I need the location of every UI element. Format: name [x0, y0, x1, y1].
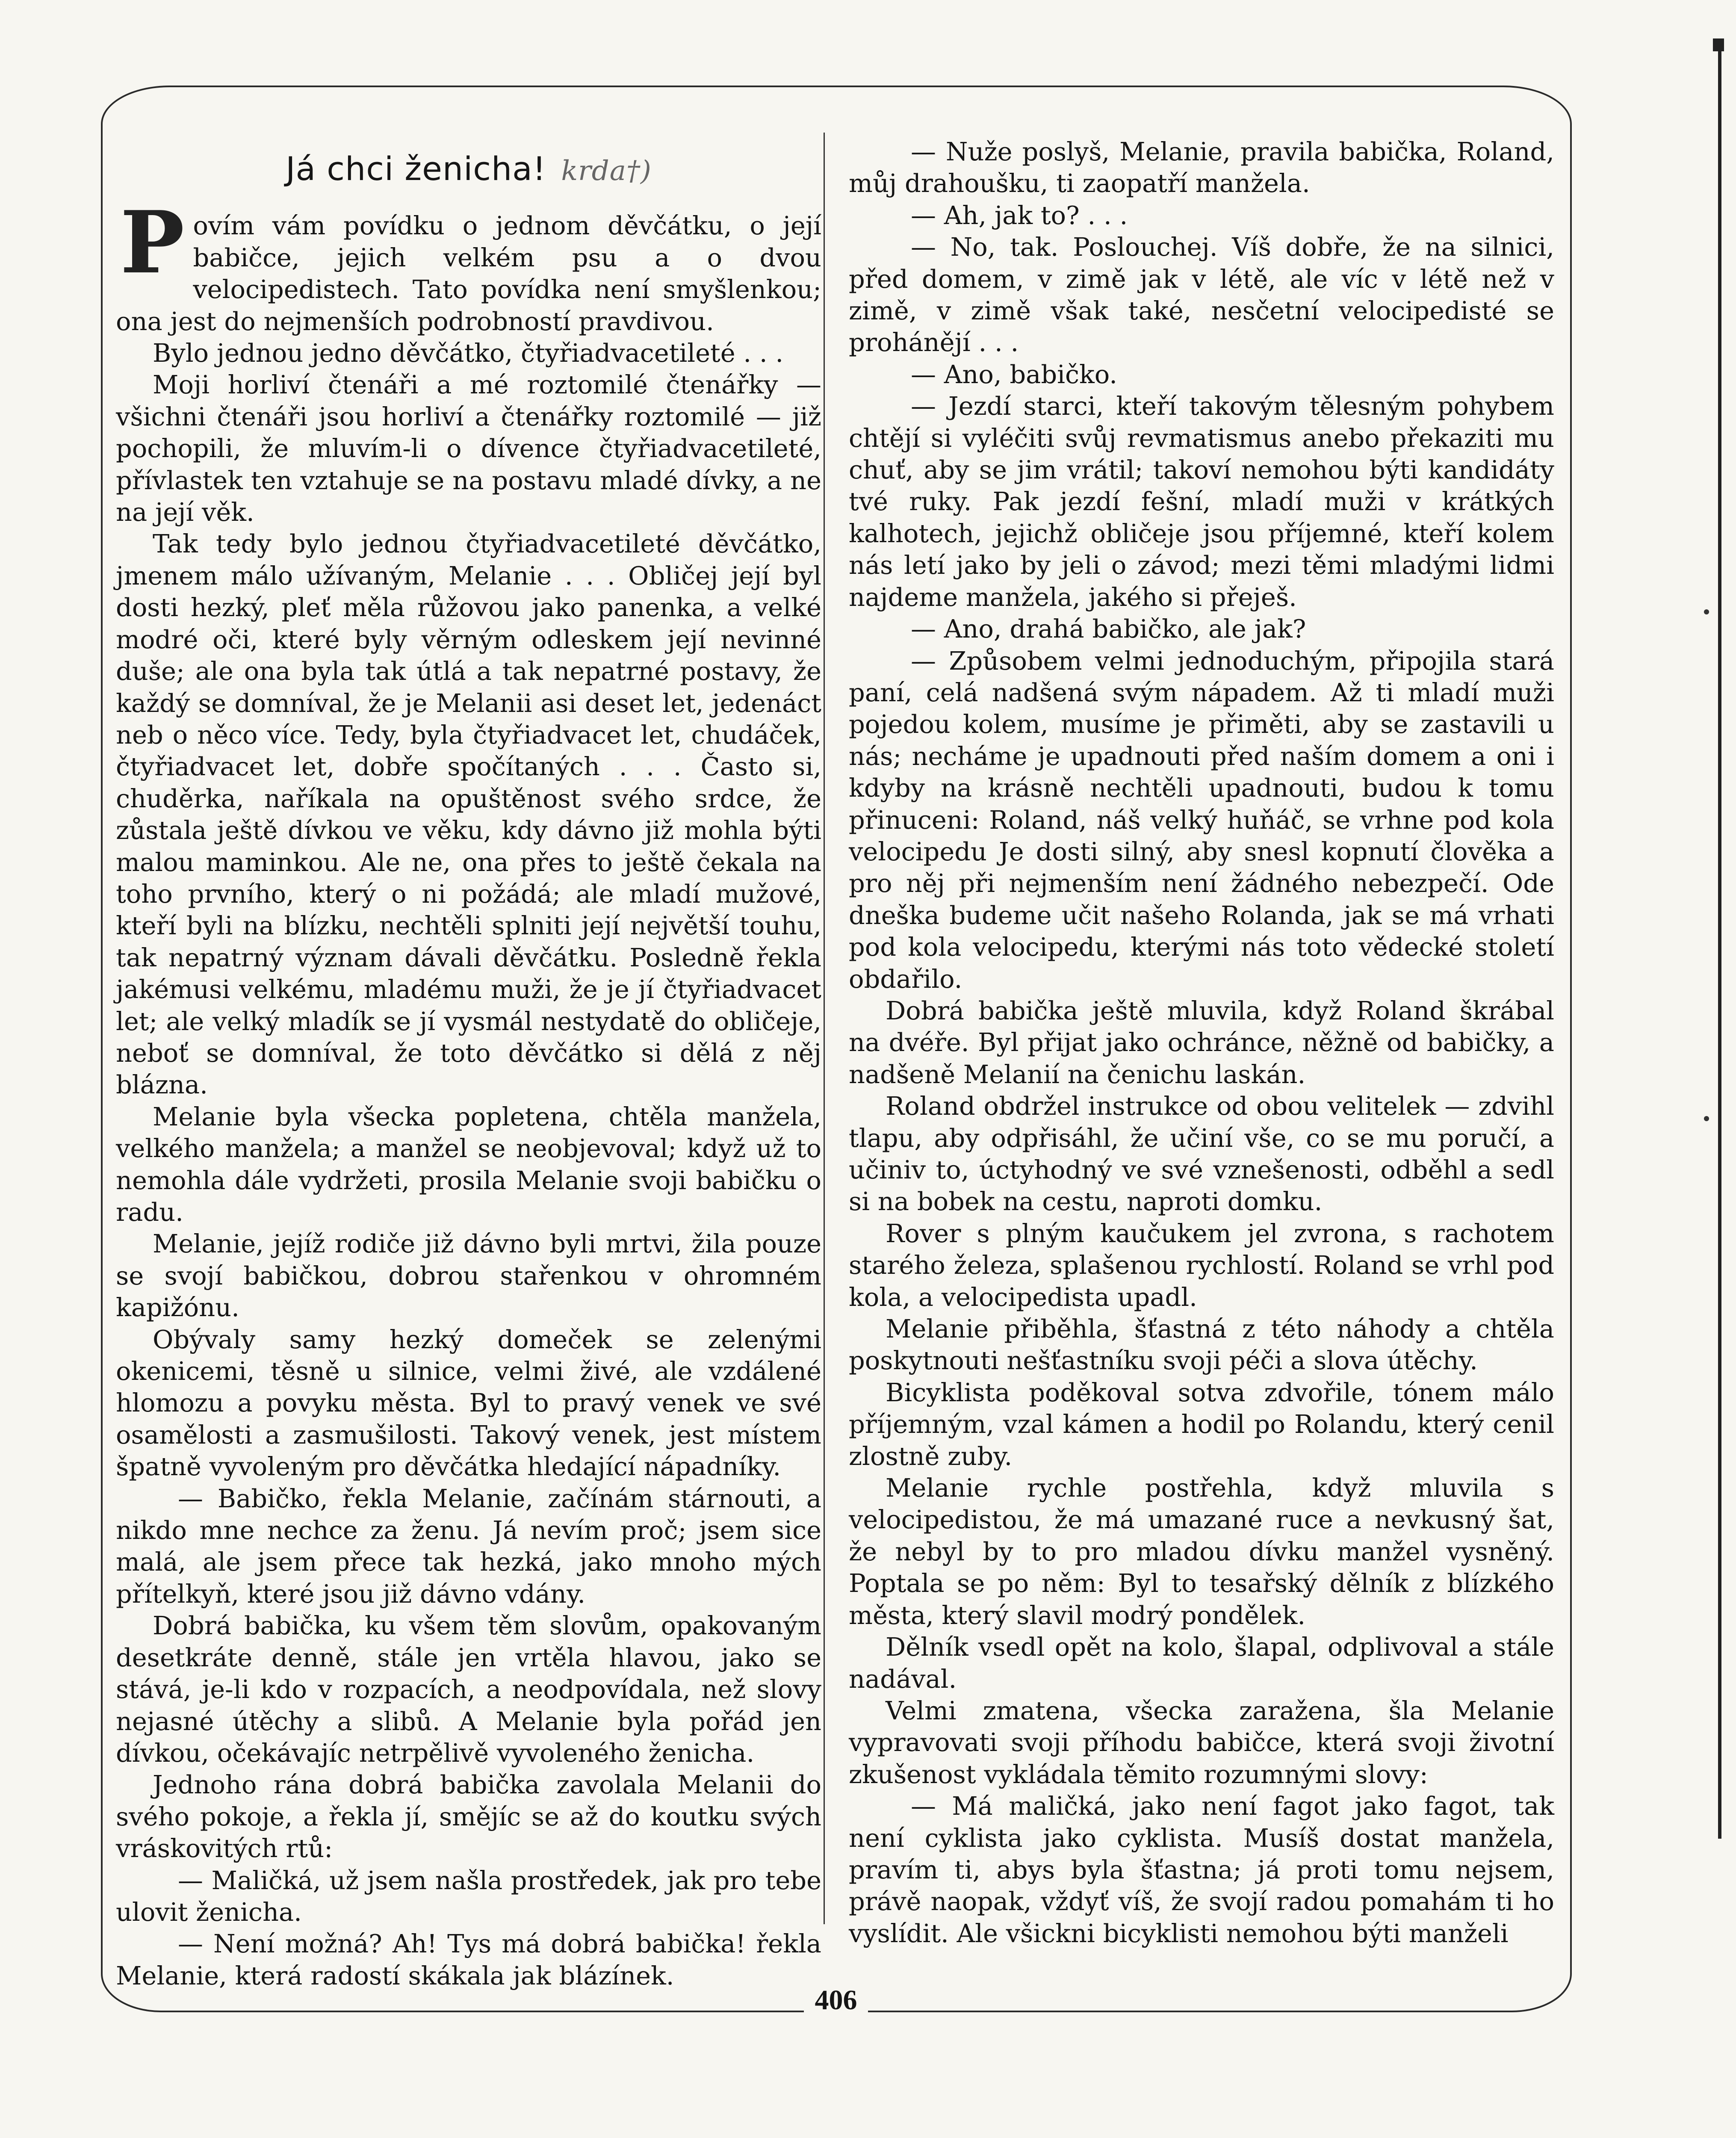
- page-number: 406: [804, 1979, 868, 2022]
- paragraph: Bylo jednou jedno děvčátko, čtyřiadvacetileté . . .: [153, 338, 784, 368]
- paragraph: — Má maličká, jako není fagot jako fagot, tak není cyklista jako cyklista. Musíš dostat manžela, pravím ti, abys byla šťastna; já proti tomu nejsem, právě naopak, vždyť víš, že svojí radou pomahám ti ho vyslídit. Ale všickni bicyklisti nemohou býti manželi: [849, 1791, 1554, 1948]
- paragraph: — Nuže poslyš, Melanie, pravila babička, Roland, můj drahoušku, ti zaopatří manžela.: [849, 137, 1554, 198]
- scan-speck: [1704, 609, 1709, 614]
- paragraph: — Babičko, řekla Melanie, začínám stárnouti, a nikdo mne nechce za ženu. Já nevím proč; jsem sice malá, ale jsem přece tak hezká, jako mnoho mých přítelkyň, které jsou již dávno vdány.: [116, 1483, 821, 1609]
- paragraph: ovím vám povídku o jednom děvčátku, o její babičce, jejich velkém psu a o dvou velocipedistech. Tato povídka není smyšlenkou; ona jest do nejmenších podrobností pravdivou.: [116, 211, 821, 336]
- paragraph: Melanie přiběhla, šťastná z této náhody a chtěla poskytnouti nešťastníku svoji péči a slova útěchy.: [849, 1314, 1554, 1376]
- left-column: [116, 136, 821, 1992]
- drop-cap: P: [120, 192, 185, 293]
- paragraph: Velmi zmatena, všecka zaražena, šla Melanie vypravovati svoji příhodu babičce, která svoji životní zkušenost vykládala těmito rozumnými slovy:: [849, 1695, 1554, 1789]
- right-paragraphs: [849, 136, 1554, 1949]
- paragraph: — Maličká, už jsem našla prostředek, jak pro tebe ulovit ženicha.: [116, 1865, 821, 1927]
- paragraph: Obývaly samy hezký domeček se zelenými okenicemi, těsně u silnice, velmi živé, ale vzdálené hlomozu a povyku města. Byl to pravý venek ve své osamělosti a zasmušilosti. Takový venek, jest místem špatně vyvoleným pro děvčátka hledající nápadníky.: [116, 1324, 821, 1482]
- paragraph: Melanie byla všecka popletena, chtěla manžela, velkého manžela; a manžel se neobjevoval; když už to nemohla dále vydržeti, prosila Melanie svoji babičku o radu.: [116, 1101, 821, 1227]
- column-divider: [824, 133, 825, 1924]
- paragraph: — Není možná? Ah! Tys má dobrá babička! řekla Melanie, která radostí skákala jak blázínek.: [116, 1929, 821, 1990]
- paragraph: — Jezdí starci, kteří takovým tělesným pohybem chtějí si vyléčiti svůj revmatismus anebo překaziti mu chuť, aby se jim vrátil; takoví nemohou býti kandidáty tvé ruky. Pak jezdí fešní, mladí muži v krátkých kalhotech, jejichž obličeje jsou příjemné, kteří kolem nás letí jako by jeli o závod; mezi těmi mladými lidmi najdeme manžela, jakého si přeješ.: [849, 391, 1554, 612]
- paragraph: Bicyklista poděkoval sotva zdvořile, tónem málo příjemným, vzal kámen a hodil po Rolandu, který cenil zlostně zuby.: [849, 1377, 1554, 1471]
- binding-edge: [1718, 43, 1721, 1839]
- paragraph: Rover s plným kaučukem jel zvrona, s rachotem starého železa, splašenou rychlostí. Roland se vrhl pod kola, a velocipedista upadl.: [849, 1218, 1554, 1312]
- scan-speck: [1704, 1116, 1709, 1121]
- paragraph: Tak tedy bylo jednou čtyřiadvacetileté děvčátko, jmenem málo užívaným, Melanie . . . Obličej její byl dosti hezký, pleť měla růžovou jako panenka, a velké modré oči, které byly věrným odleskem její nevinné duše; ale ona byla tak útlá a tak nepatrné postavy, že každý se domníval, že je Melanii asi deset let, jedenáct neb o něco více. Tedy, byla čtyřiadvacet let, chudáček, čtyřiadvacet let, dobře spočítaných . . . Často si, chuděrka, naříkala na opuštěnost svého srdce, že zůstala ještě dívkou ve věku, kdy dávno již mohla býti malou maminkou. Ale ne, ona přes to ještě čekala na toho prvního, který o ni požádá; ale mladí mužové, kteří byli na blízku, nechtěli splniti její největší touhu, tak nepatrný význam dávali děvčátku. Posledně řekla jakémusi velkému, mladému muži, že je jí čtyřiadvacet let; ale velký mladík se jí vysmál nestydatě do obličeje, neboť se domníval, že toto děvčátko si dělá z něj blázna.: [116, 529, 821, 1100]
- paragraph: — No, tak. Poslouchej. Víš dobře, že na silnici, před domem, v zimě jak v létě, ale víc v létě než v zimě, v zimě však také, nesčetní velocipedisté se prohánějí . . .: [849, 232, 1554, 357]
- article-title: [116, 150, 821, 188]
- paragraph: — Ano, babičko.: [911, 359, 1118, 389]
- paragraph: Moji horliví čtenáři a mé roztomilé čtenářky — všichni čtenáři jsou horliví a čtenářky roztomilé — již pochopili, že mluvím-li o dívence čtyřiadvacetileté, přívlastek ten vztahuje se na postavu mladé dívky, a ne na její věk.: [116, 370, 821, 527]
- paragraph: Dělník vsedl opět na kolo, šlapal, odplivoval a stále nadával.: [849, 1632, 1554, 1694]
- right-column: [849, 136, 1554, 1949]
- paragraph: Jednoho rána dobrá babička zavolala Melanii do svého pokoje, a řekla jí, smějíc se až do koutku svých vráskovitých rtů:: [116, 1770, 821, 1863]
- paragraph: Melanie, jejíž rodiče již dávno byli mrtvi, žila pouze se svojí babičkou, dobrou stařenkou v ohromném kapižónu.: [116, 1229, 821, 1323]
- paragraph: — Způsobem velmi jednoduchým, připojila stará paní, celá nadšená svým nápadem. Až ti mladí muži pojedou kolem, musíme je přiměti, aby se zastavili u nás; necháme je upadnouti před naším domem a oni i kdyby na krásně nechtěli upadnouti, budou k tomu přinuceni: Roland, náš velký huňáč, se vrhne pod kola velocipedu Je dosti silný, aby snesl kopnutí člověka a pro něj při nejmenším není žádného nebezpečí. Ode dneška budeme učit našeho Rolanda, jak se má vrhati pod kola velocipedu, kterými nás toto vědecké století obdařilo.: [849, 646, 1554, 994]
- left-paragraphs: [116, 192, 821, 1992]
- paragraph: — Ano, drahá babičko, ale jak?: [911, 614, 1306, 644]
- handwritten-note: krda†): [561, 155, 652, 187]
- paragraph: Dobrá babička, ku všem těm slovům, opakovaným desetkráte denně, stále jen vrtěla hlavou, jako se stává, je-li kdo v rozpacích, a neodpovídala, než slovy nejasné útěchy a slibů. A Melanie byla pořád jen dívkou, očekávajíc netrpělivě vyvoleného ženicha.: [116, 1611, 821, 1768]
- paragraph: Melanie rychle postřehla, když mluvila s velocipedistou, že má umazané ruce a nevkusný šat, že nebyl by to pro mladou dívku manžel vysněný. Poptala se po něm: Byl to tesařský dělník z blízkého města, který slavil modrý pondělek.: [849, 1473, 1554, 1630]
- paragraph: Roland obdržel instrukce od obou velitelek — zdvihl tlapu, aby odpřisáhl, že učiní vše, co se mu poručí, a učiniv to, úctyhodný ve své vznešenosti, odběhl a sedl si na bobek na cestu, naproti domku.: [849, 1091, 1554, 1217]
- paragraph: Dobrá babička ještě mluvila, když Roland škrábal na dvéře. Byl přijat jako ochránce, něžně od babičky, a nadšeně Melanií na čenichu laskán.: [849, 995, 1554, 1089]
- article-title-text: Já chci ženicha!: [286, 150, 546, 188]
- paragraph: — Ah, jak to? . . .: [911, 200, 1128, 230]
